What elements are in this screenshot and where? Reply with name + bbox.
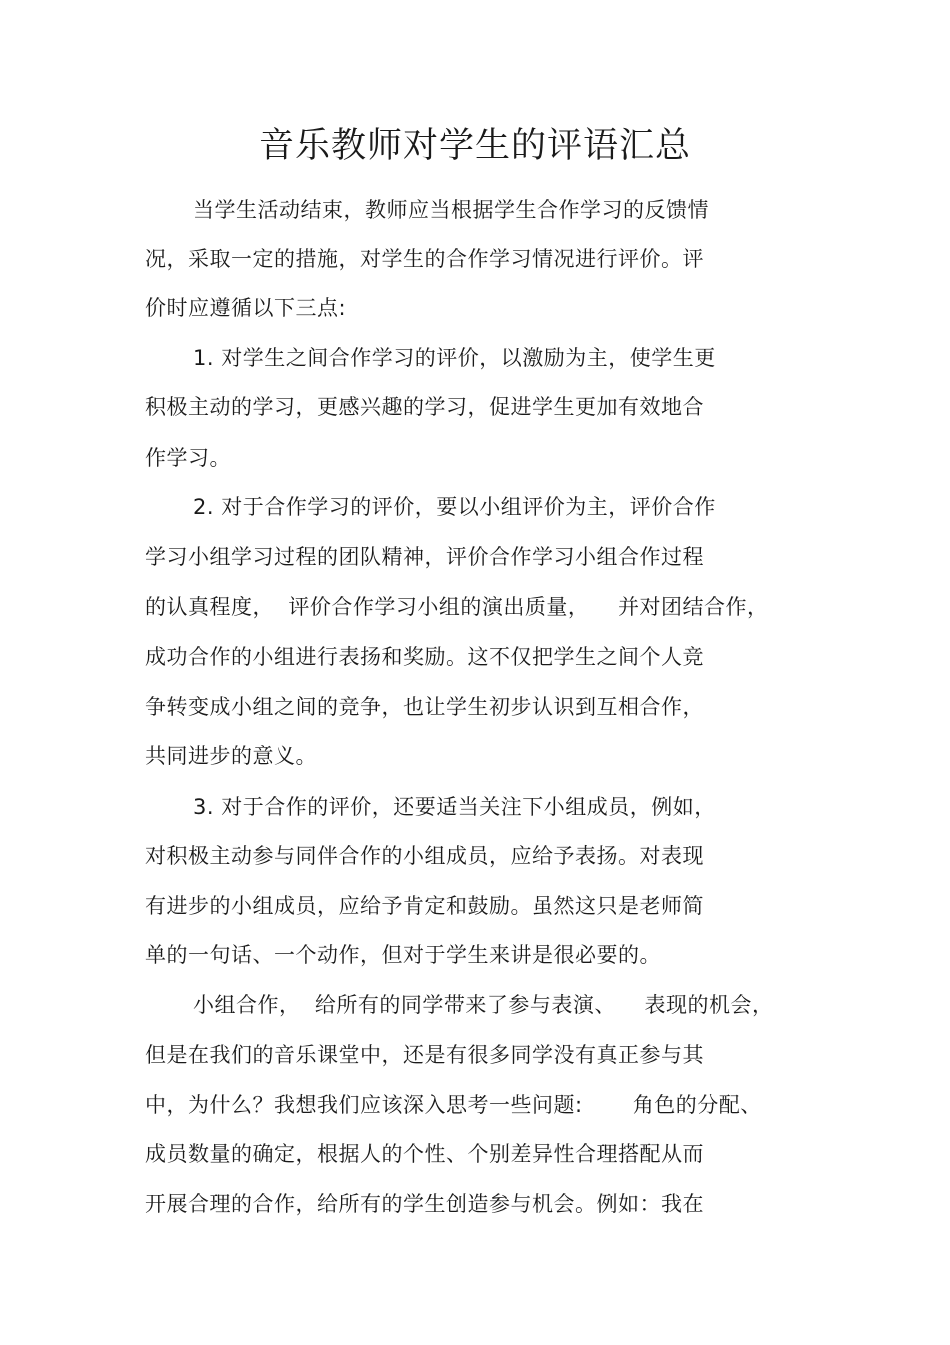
paragraph-line: 况，采取一定的措施，对学生的合作学习情况进行评价。评	[145, 247, 704, 271]
paragraph-line: 争转变成小组之间的竞争，也让学生初步认识到互相合作，	[145, 695, 704, 719]
paragraph-line: 有进步的小组成员，应给予肯定和鼓励。虽然这只是老师简	[145, 894, 704, 918]
paragraph-line: 1. 对学生之间合作学习的评价，以激励为主，使学生更	[193, 346, 716, 370]
paragraph-line: 单的一句话、一个动作，但对于学生来讲是很必要的。	[145, 943, 661, 967]
paragraph-line: 3. 对于合作的评价，还要适当关注下小组成员，例如，	[193, 795, 716, 819]
paragraph-line: 积极主动的学习，更感兴趣的学习，促进学生更加有效地合	[145, 395, 704, 419]
paragraph-line: 共同进步的意义。	[145, 744, 317, 768]
paragraph-line: 开展合理的合作，给所有的学生创造参与机会。例如：我在	[145, 1192, 704, 1216]
document-title: 音乐教师对学生的评语汇总	[258, 126, 691, 166]
paragraph-line: 2. 对于合作学习的评价，要以小组评价为主，评价合作	[193, 495, 716, 519]
paragraph-line: 当学生活动结束，教师应当根据学生合作学习的反馈情	[193, 198, 709, 222]
paragraph-line: 价时应遵循以下三点:	[145, 296, 347, 320]
paragraph-line: 对积极主动参与同伴合作的小组成员，应给予表扬。对表现	[145, 844, 704, 868]
paragraph-line: 的认真程度， 评价合作学习小组的演出质量， 并对团结合作，	[145, 595, 769, 619]
paragraph-line: 成功合作的小组进行表扬和奖励。这不仅把学生之间个人竞	[145, 645, 704, 669]
paragraph-line: 小组合作， 给所有的同学带来了参与表演、 表现的机会，	[193, 993, 774, 1017]
paragraph-line: 中，为什么？我想我们应该深入思考一些问题: 角色的分配、	[145, 1093, 762, 1117]
paragraph-line: 但是在我们的音乐课堂中，还是有很多同学没有真正参与其	[145, 1043, 704, 1067]
paragraph-line: 成员数量的确定，根据人的个性、个别差异性合理搭配从而	[145, 1142, 704, 1166]
paragraph-line: 学习小组学习过程的团队精神，评价合作学习小组合作过程	[145, 545, 704, 569]
paragraph-line: 作学习。	[145, 446, 231, 470]
